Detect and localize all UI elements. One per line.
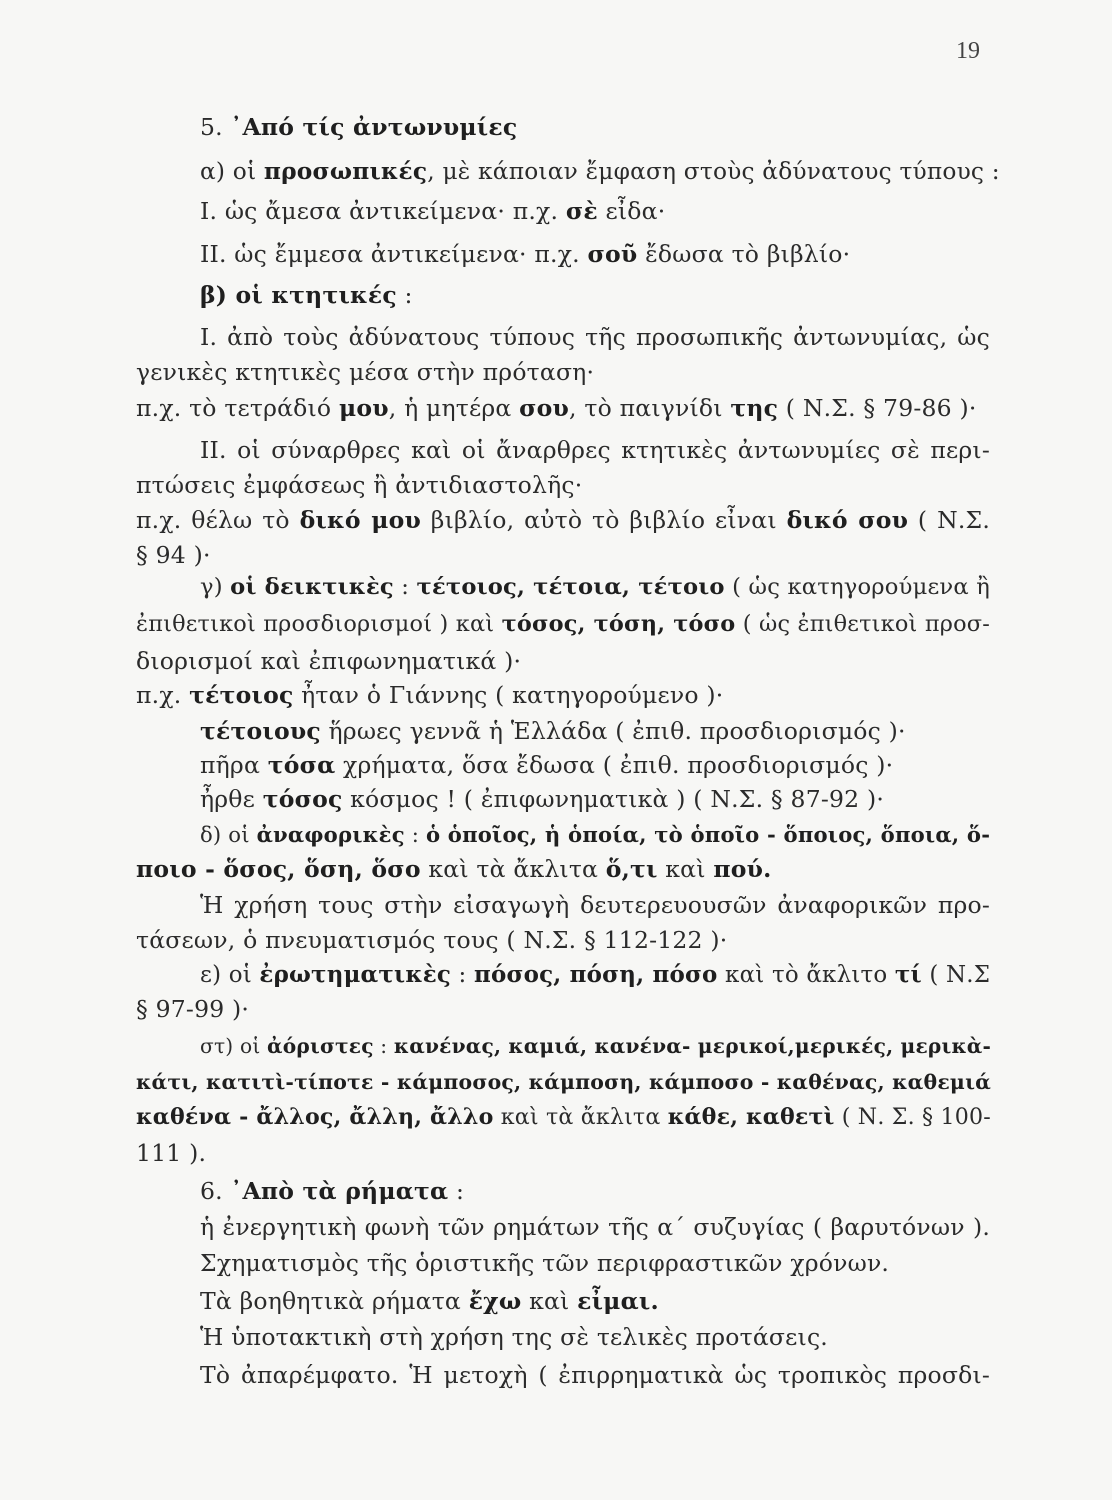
text-run: ἡ ἐνεργητικὴ φωνὴ τῶν ρημάτων τῆς α΄ συζυγίας ( βαρυτόνων ).: [200, 1213, 990, 1241]
text-line: [200, 1286, 659, 1316]
text-line: [200, 960, 990, 990]
bold-term: τέτοιους: [200, 717, 321, 745]
text-line: [136, 925, 727, 955]
text-line: [200, 156, 1000, 186]
text-run: , ἡ μητέρα: [388, 394, 520, 422]
text-line: [200, 196, 665, 226]
text-line: [200, 1176, 464, 1206]
text-run: καὶ τὰ ἄκλιτα: [420, 855, 606, 883]
text-line: [200, 572, 990, 602]
text-run: ( Ν. Σ. § 100-: [834, 1104, 991, 1130]
text-run: I. ἀπὸ τοὺς ἀδύνατους τύπους τῆς προσωπικῆς ἀντωνυμίας, ὡς: [200, 323, 990, 351]
page-number: 19: [956, 38, 980, 64]
text-run: καὶ: [521, 1287, 578, 1315]
bold-term: τόσος, τόση, τόσο: [501, 611, 736, 637]
text-line: [136, 1138, 206, 1168]
text-line: [200, 716, 906, 746]
text-run: καὶ τὸ ἄκλιτο: [717, 962, 895, 988]
text-line: [136, 609, 990, 639]
bold-term: κάθε, καθετὶ: [667, 1104, 835, 1130]
bold-term: ἀόριστες: [267, 1034, 374, 1058]
text-line: [200, 1322, 828, 1352]
text-run: § 94 )·: [136, 541, 211, 569]
bold-term: οἱ δεικτικὲς: [230, 574, 394, 600]
text-run: ( ὡς κατηγορούμενα ἢ: [724, 574, 990, 600]
bold-term: ἔχω: [468, 1287, 522, 1315]
bold-term: καθένα - ἄλλος, ἄλλη, ἄλλο: [136, 1104, 494, 1130]
bold-term: πόσος, πόση, πόσο: [473, 961, 718, 988]
bold-term: πού.: [713, 855, 772, 883]
text-run: 6.: [200, 1177, 231, 1205]
text-line: [136, 540, 211, 570]
text-run: ( Ν.Σ. § 79-86 )·: [778, 394, 977, 422]
text-run: ἦρθε: [200, 785, 263, 813]
bold-term: τέτοιος: [189, 681, 294, 709]
text-line: [136, 680, 723, 710]
bold-term: ἐρωτηματικὲς: [259, 961, 452, 988]
text-line: [136, 357, 594, 387]
text-run: α) οἱ: [200, 157, 264, 185]
text-run: , μὲ κάποιαν ἔμφαση στοὺς ἀδύνατους τύπους :: [427, 157, 1000, 185]
text-line: [200, 1031, 990, 1061]
text-line: [200, 784, 884, 814]
text-run: ( ὡς ἐπιθετικοὶ προσ-: [735, 611, 990, 637]
bold-term: κανένας, καμιά, κανένα- μερικοί,μερικές, μερικὰ-: [393, 1034, 992, 1058]
text-run: δ) οἱ: [200, 822, 257, 847]
bold-term: ᾿Απὸ τὰ ρήματα: [230, 1177, 449, 1205]
bold-term: τέτοιος, τέτοια, τέτοιο: [416, 574, 725, 600]
text-run: :: [404, 822, 426, 847]
text-line: [136, 854, 772, 884]
text-line: [200, 112, 517, 142]
text-run: II. ὡς ἔμμεσα ἀντικείμενα· π.χ.: [200, 240, 588, 268]
text-run: τάσεων, ὁ πνευματισμός τους ( Ν.Σ. § 112-122 )·: [136, 926, 728, 954]
bold-term: ὅ,τι: [605, 855, 658, 883]
bold-term: ἀναφορικὲς: [256, 822, 405, 847]
bold-term: σοῦ: [587, 240, 638, 268]
text-run: πτώσεις ἐμφάσεως ἢ ἀντιδιαστολῆς·: [136, 471, 583, 499]
text-line: [136, 1067, 990, 1097]
text-run: καὶ τὰ ἄκλιτα: [493, 1104, 668, 1130]
bold-term: προσωπικές: [263, 157, 428, 185]
text-run: χρήματα, ὅσα ἔδωσα ( ἐπιθ. προσδιορισμός )·: [335, 751, 894, 779]
bold-term: τί: [894, 961, 922, 988]
text-run: καὶ: [657, 855, 714, 883]
text-line: [136, 646, 521, 676]
text-run: Τὸ ἀπαρέμφατο. Ἡ μετοχὴ ( ἐπιρρηματικὰ ὡς τροπικὸς προσδι-: [200, 1361, 990, 1389]
text-run: 111 ).: [136, 1139, 207, 1167]
text-line: [200, 890, 990, 920]
text-line: [136, 994, 249, 1024]
bold-term: εἶμαι.: [577, 1287, 659, 1315]
bold-term: μου: [338, 394, 389, 422]
text-line: [136, 1102, 990, 1132]
text-run: § 97-99 )·: [136, 995, 250, 1023]
text-line: [136, 393, 977, 423]
text-run: Τὰ βοηθητικὰ ρήματα: [200, 1287, 469, 1315]
text-line: [136, 470, 582, 500]
bold-term: της: [730, 394, 779, 422]
text-run: :: [373, 1034, 394, 1058]
text-line: [200, 1248, 889, 1278]
text-run: κόσμος ! ( ἐπιφωνηματικὰ ) ( Ν.Σ. § 87-92 )·: [342, 785, 885, 813]
bold-term: κάτι, κατιτὶ-τίποτε - κάμποσος, κάμποση, κάμποσο - καθένας, καθεμιά: [136, 1070, 992, 1094]
text-run: γ): [200, 574, 231, 600]
text-line: [200, 435, 990, 465]
text-run: Ἡ ὑποτακτικὴ στὴ χρήση της σὲ τελικὲς προτάσεις.: [200, 1323, 828, 1351]
text-run: π.χ.: [136, 681, 190, 709]
text-run: , τὸ παιγνίδι: [569, 394, 731, 422]
text-line: [200, 280, 413, 310]
text-run: :: [396, 281, 413, 309]
bold-term: δικό σου: [786, 506, 909, 534]
text-run: στ) οἱ: [200, 1034, 268, 1058]
text-line: [200, 820, 990, 850]
text-run: διορισμοί καὶ ἐπιφωνηματικά )·: [136, 647, 522, 675]
text-run: ε) οἱ: [200, 962, 260, 988]
bold-term: δικό μου: [299, 506, 421, 534]
text-line: [136, 505, 990, 535]
bold-term: σου: [519, 394, 570, 422]
text-run: :: [448, 1177, 465, 1205]
text-run: 5.: [200, 113, 231, 141]
text-line: [200, 1212, 990, 1242]
text-run: :: [393, 574, 417, 600]
bold-term: ποιο - ὅσος, ὅση, ὅσο: [136, 855, 421, 883]
bold-term: ᾿Από τίς ἀντωνυμίες: [230, 113, 518, 141]
text-run: π.χ. θέλω τὸ: [136, 506, 300, 534]
text-run: ἥρωες γεννᾶ ἡ Ἑλλάδα ( ἐπιθ. προσδιορισμός )·: [320, 717, 906, 745]
text-run: I. ὡς ἄμεσα ἀντικείμενα· π.χ.: [200, 197, 566, 225]
text-run: Σχηματισμὸς τῆς ὁριστικῆς τῶν περιφραστικῶν χρόνων.: [200, 1249, 890, 1277]
bold-term: β) οἱ κτητικές: [200, 281, 397, 309]
text-run: ( Ν.Σ: [921, 962, 991, 988]
text-line: [200, 322, 990, 352]
text-run: ( Ν.Σ.: [908, 506, 991, 534]
text-run: ἐπιθετικοὶ προσδιορισμοί ) καὶ: [136, 611, 502, 637]
text-run: βιβλίο, αὐτὸ τὸ βιβλίο εἶναι: [421, 506, 787, 534]
bold-term: σὲ: [565, 197, 598, 225]
bold-term: ὁ ὁποῖος, ἡ ὁποία, τὸ ὁποῖο - ὅποιος, ὅποια, ὅ-: [425, 822, 991, 847]
text-run: πῆρα: [200, 751, 268, 779]
text-run: γενικὲς κτητικὲς μέσα στὴν πρόταση·: [136, 358, 595, 386]
bold-term: τόσα: [267, 751, 336, 779]
text-run: :: [451, 962, 474, 988]
text-run: π.χ. τὸ τετράδιό: [136, 394, 339, 422]
text-run: εἶδα·: [597, 197, 666, 225]
text-run: ἦταν ὁ Γιάννης ( κατηγορούμενο )·: [293, 681, 724, 709]
bold-term: τόσος: [262, 785, 343, 813]
text-run: II. οἱ σύναρθρες καὶ οἱ ἄναρθρες κτητικὲς ἀντωνυμίες σὲ περι-: [200, 436, 990, 464]
text-line: [200, 1360, 990, 1390]
text-line: [200, 239, 850, 269]
text-line: [200, 750, 893, 780]
text-run: ἔδωσα τὸ βιβλίο·: [637, 240, 851, 268]
text-run: Ἡ χρήση τους στὴν εἰσαγωγὴ δευτερευουσῶν ἀναφορικῶν προ-: [200, 891, 990, 919]
